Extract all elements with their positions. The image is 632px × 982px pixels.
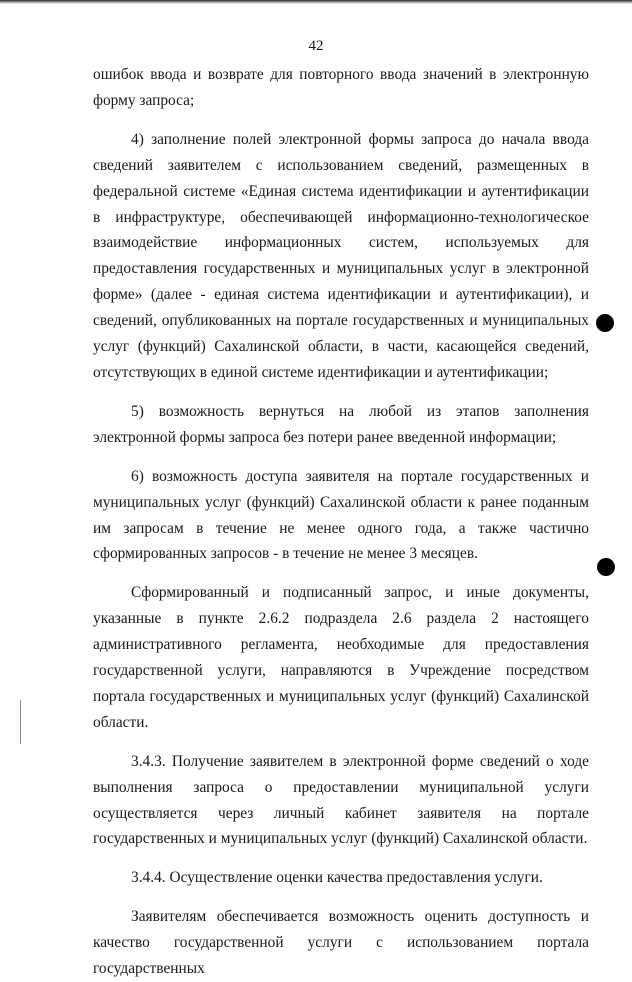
paragraph-3-4-3: 3.4.3. Получение заявителем в электронной форме сведений о ходе выполнения запроса о предоставлении муниципальной услуги осуществляется через личный кабинет заявителя на портале государственных и муниципальных услуг (функций) Сахалинской области. xyxy=(93,752,589,848)
paragraph-submitted-request: Сформированный и подписанный запрос, и иные документы, указанные в пункте 2.6.2 подраздела 2.6 раздела 2 настоящего административного регламента, необходимые для предоставления государственной услуги, направляются в Учреждение посредством портала государственных и муниципальных услуг (функций) Сахалинской области. xyxy=(93,584,589,731)
document-body xyxy=(93,62,589,982)
punch-hole xyxy=(596,314,614,332)
scan-top-edge xyxy=(0,0,632,4)
paragraph-quality-assessment: Заявителям обеспечивается возможность оценить доступность и качество государственной услуги с использованием портала государственных xyxy=(93,908,589,978)
page-number: 42 xyxy=(308,38,324,54)
paragraph-item-4: 4) заполнение полей электронной формы запроса до начала ввода сведений заявителем с использованием сведений, размещенных в федеральной системе «Единая система идентификации и аутентификации в инфраструктуре, обеспечивающей информационно-технологическое взаимодействие информационных систем, используемых для предоставления государственных и муниципальных услуг в электронной форме» (далее - единая система идентификации и аутентификации), и сведений, опубликованных на портале государственных и муниципальных услуг (функций) Сахалинской области, в части, касающейся сведений, отсутствующих в единой системе идентификации и аутентификации; xyxy=(93,130,589,381)
paragraph-item-5: 5) возможность вернуться на любой из этапов заполнения электронной формы запроса без потери ранее введенной информации; xyxy=(93,402,589,446)
paragraph-item-6: 6) возможность доступа заявителя на портале государственных и муниципальных услуг (функций) Сахалинской области к ранее поданным им запросам в течение не менее одного года, а также частично сформированных запросов - в течение не менее 3 месяцев. xyxy=(93,467,589,563)
paragraph-3-4-4: 3.4.4. Осуществление оценки качества предоставления услуги. xyxy=(131,869,543,887)
scan-margin-mark xyxy=(20,700,21,744)
punch-hole xyxy=(597,558,615,576)
paragraph-continuation: ошибок ввода и возврате для повторного ввода значений в электронную форму запроса; xyxy=(93,66,589,109)
